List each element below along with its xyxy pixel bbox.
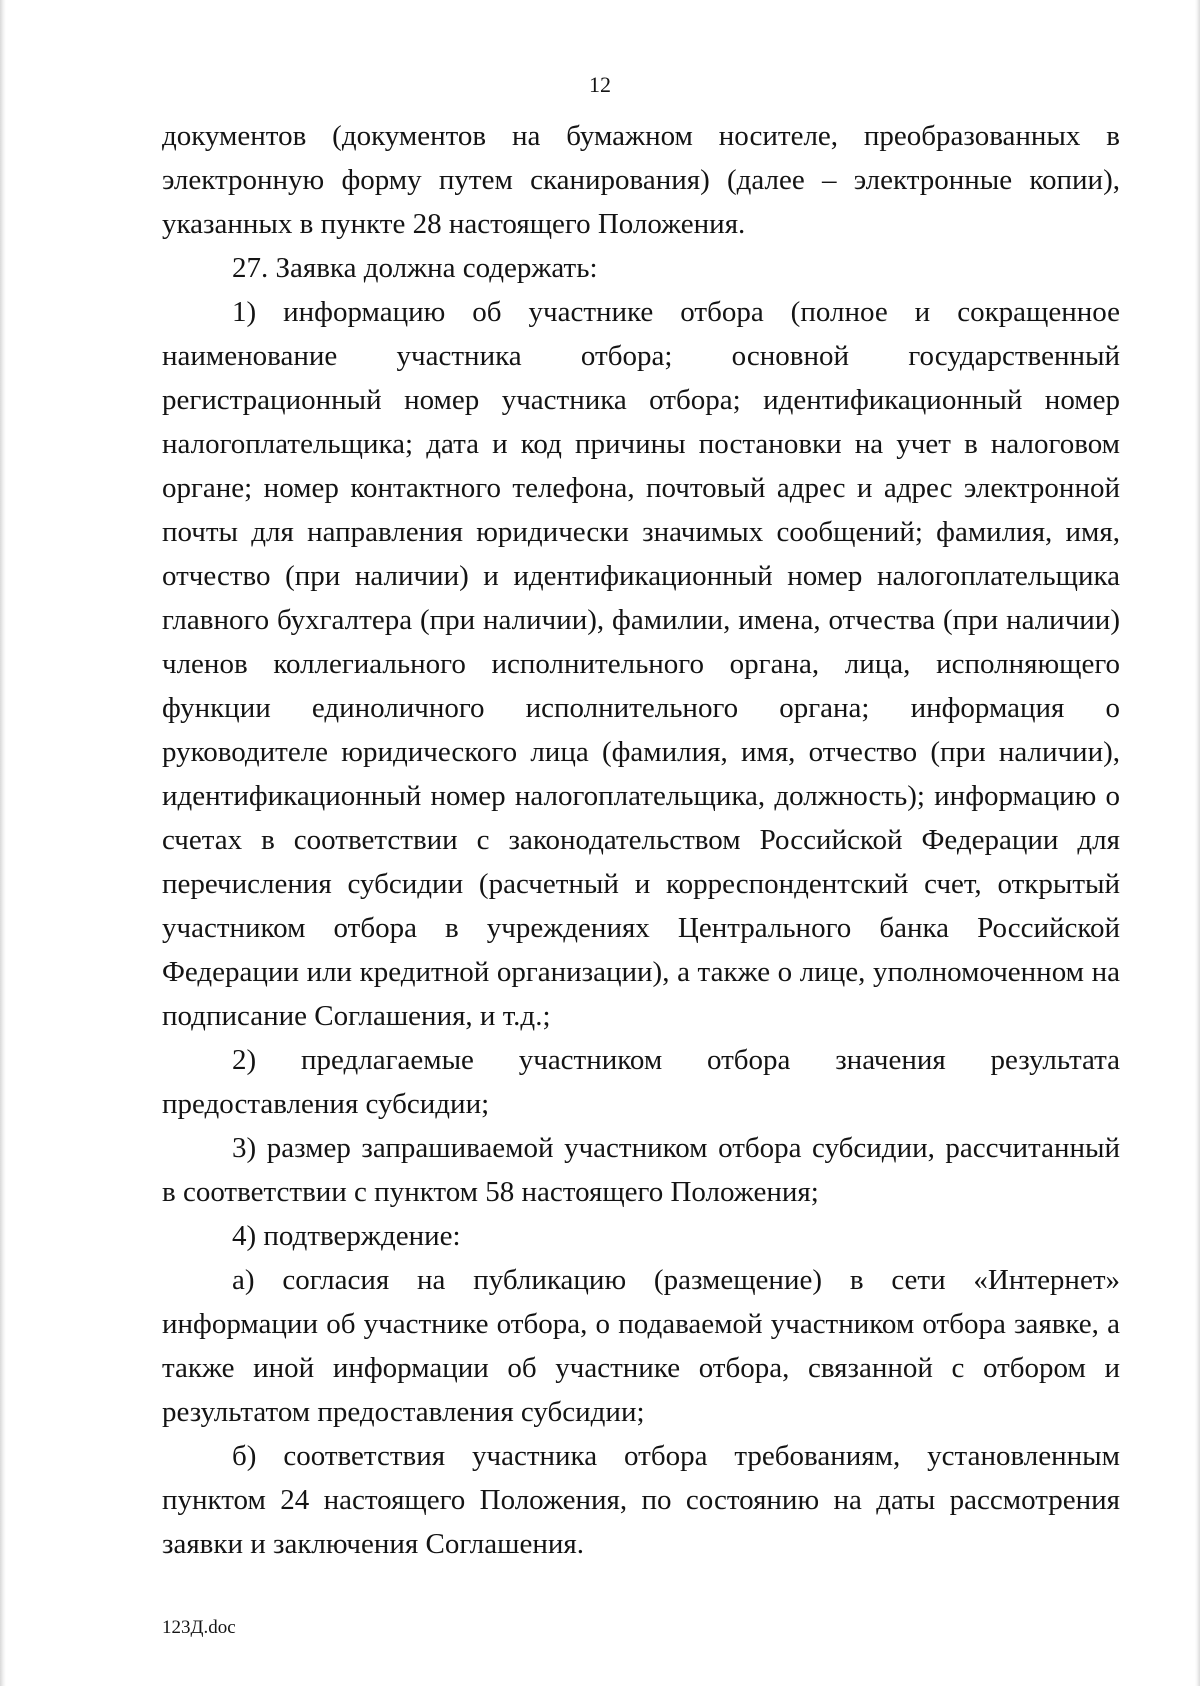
paragraph-subitem-b: б) соответствия участника отбора требованиям, установленным пунктом 24 настоящего Положения, по состоянию на даты рассмотрения заявки и заключения Соглашения. <box>162 1440 1120 1560</box>
footer-filename: 123Д.doc <box>162 1617 236 1638</box>
document-body <box>162 114 1120 1566</box>
paragraph-subitem-4: 4) подтверждение: <box>232 1220 461 1252</box>
paragraph-continuation: документов (документов на бумажном носителе, преобразованных в электронную форму путем сканирования) (далее – электронные копии), указанных в пункте 28 настоящего Положения. <box>162 120 1120 240</box>
scan-edge-right <box>1195 0 1200 1686</box>
paragraph-subitem-3: 3) размер запрашиваемой участником отбора субсидии, рассчитанный в соответствии с пунктом 58 настоящего Положения; <box>162 1132 1120 1208</box>
paragraph-subitem-2: 2) предлагаемые участником отбора значения результата предоставления субсидии; <box>162 1044 1120 1120</box>
paragraph-subitem-1: 1) информацию об участнике отбора (полное и сокращенное наименование участника отбора; основной государственный регистрационный номер участника отбора; идентификационный номер налогоплательщика; дата и код причины постановки на учет в налоговом органе; номер контактного телефона, почтовый адрес и адрес электронной почты для направления юридически значимых сообщений; фамилия, имя, отчество (при наличии) и идентификационный номер налогоплательщика главного бухгалтера (при наличии), фамилии, имена, отчества (при наличии) членов коллегиального исполнительного органа, лица, исполняющего функции единоличного исполнительного органа; информация о руководителе юридического лица (фамилия, имя, отчество (при наличии), идентификационный номер налогоплательщика, должность); информацию о счетах в соответствии с законодательством Российской Федерации для перечисления субсидии (расчетный и корреспондентский счет, открытый участником отбора в учреждениях Центрального банка Российской Федерации или кредитной организации), а также о лице, уполномоченном на подписание Соглашения, и т.д.; <box>162 296 1120 1032</box>
paragraph-subitem-a: а) согласия на публикацию (размещение) в сети «Интернет» информации об участнике отбора, о подаваемой участником отбора заявке, а также иной информации об участнике отбора, связанной с отбором и результатом предоставления субсидии; <box>162 1264 1120 1428</box>
page-number: 12 <box>589 72 611 97</box>
paragraph-item-27: 27. Заявка должна содержать: <box>232 252 598 284</box>
scan-edge-left <box>0 0 6 1686</box>
